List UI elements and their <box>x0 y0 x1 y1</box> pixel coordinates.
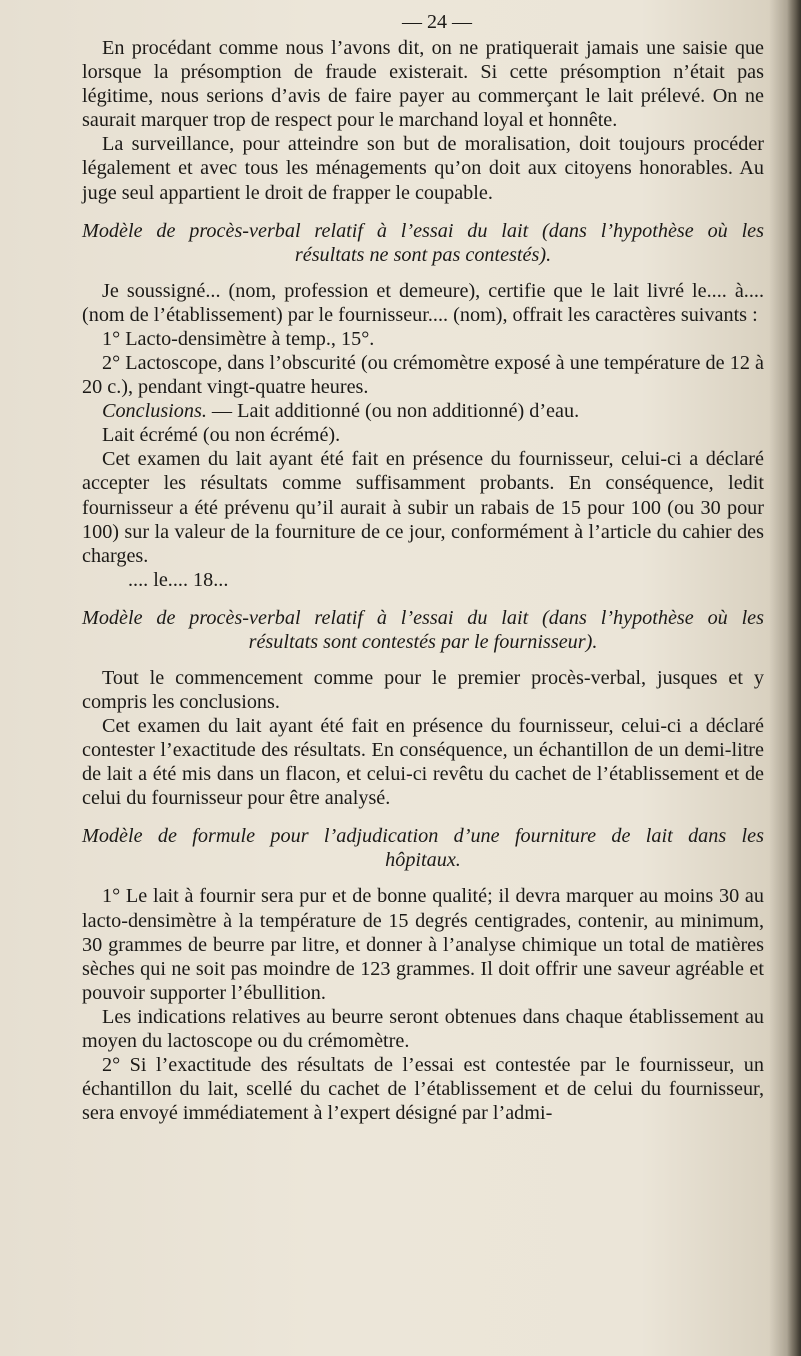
section1-conclusions <box>82 399 764 423</box>
section1-paragraph-1: Je soussigné... (nom, profession et demeure), certifie que le lait livré le.... à.... (nom de l’établissement) par le fournisseur.... (nom), offrait les caractères suivants : <box>82 279 764 326</box>
section-heading-1 <box>82 219 764 267</box>
page-edge-shadow <box>787 0 801 1356</box>
heading-2-line-2: résultats sont contestés par le fournisseur). <box>248 630 598 653</box>
conclusions-text: — Lait additionné (ou non additionné) d’eau. <box>206 400 580 423</box>
section2-paragraph-2: Cet examen du lait ayant été fait en présence du fournisseur, celui-ci a déclaré contester l’exactitude des résultats. En conséquence, un échantillon de un demi-litre de lait a été mis dans un flacon, et celui-ci revêtu du cachet de l’établissement et de celui du fournisseur pour être analysé. <box>82 715 764 810</box>
section3-paragraph-3: 2° Si l’exactitude des résultats de l’essai est contestée par le fournisseur, un échantillon du lait, scellé du cachet de l’établissement et de celui du fournisseur, sera envoyé immédiatement à l’expert désigné par l’admi- <box>82 1054 764 1125</box>
section-heading-3 <box>82 824 764 872</box>
page-text <box>82 10 764 1125</box>
heading-1-line-1: Modèle de procès-verbal relatif à l’essai du lait (dans l’hypothèse où les <box>82 219 764 242</box>
heading-1-line-2: résultats ne sont pas contestés). <box>294 243 552 266</box>
section1-item-2: 2° Lactoscope, dans l’obscurité (ou crémomètre exposé à une température de 12 à 20 c.), pendant vingt-quatre heures. <box>82 351 764 399</box>
section-heading-2 <box>82 606 764 654</box>
conclusions-label: Conclusions. <box>102 400 207 423</box>
intro-paragraph-2: La surveillance, pour atteindre son but de moralisation, doit toujours procéder légalement et avec tous les ménagements qu’on doit aux citoyens honorables. Au juge seul appartient le droit de frapper le coupable. <box>82 133 764 204</box>
section3-paragraph-1: 1° Le lait à fournir sera pur et de bonne qualité; il devra marquer au moins 30 au lacto-densimètre à la température de 15 degrés centigrades, contenir, au minimum, 30 grammes de beurre par litre, et donner à l’analyse chimique un total de matières sèches qui ne soit pas moindre de 123 grammes. Il doit offrir une saveur agréable et pouvoir supporter l’ébullition. <box>82 885 764 1004</box>
section2-paragraph-1: Tout le commencement comme pour le premier procès-verbal, jusques et y compris les conclusions. <box>82 666 764 713</box>
heading-3-line-2: hôpitaux. <box>385 849 461 872</box>
section1-item-1: 1° Lacto-densimètre à temp., 15°. <box>102 327 375 350</box>
section1-paragraph-2: Lait écrémé (ou non écrémé). <box>102 424 341 447</box>
intro-paragraph-1: En procédant comme nous l’avons dit, on ne pratiquerait jamais une saisie que lorsque la présomption de fraude existerait. Si cette présomption n’était pas légitime, nous serions d’avis de faire payer au commerçant le lait prélevé. On ne saurait marquer trop de respect pour le marchand loyal et honnête. <box>82 37 764 132</box>
section1-date-line: .... le.... 18... <box>128 568 229 591</box>
section1-paragraph-3: Cet examen du lait ayant été fait en présence du fournisseur, celui-ci a déclaré accepter les résultats comme suffisamment probants. En conséquence, ledit fournisseur a été prévenu qu’il aurait à subir un rabais de 15 pour 100 (ou 30 pour 100) sur la valeur de la fourniture de ce jour, conformément à l’article du cahier des charges. <box>82 448 764 567</box>
heading-3-line-1: Modèle de formule pour l’adjudication d’une fourniture de lait dans les <box>82 825 764 848</box>
page-number: — 24 — <box>402 11 472 33</box>
heading-2-line-1: Modèle de procès-verbal relatif à l’essai du lait (dans l’hypothèse où les <box>82 606 764 629</box>
section3-paragraph-2: Les indications relatives au beurre seront obtenues dans chaque établissement au moyen du lactoscope ou du crémomètre. <box>82 1005 764 1052</box>
